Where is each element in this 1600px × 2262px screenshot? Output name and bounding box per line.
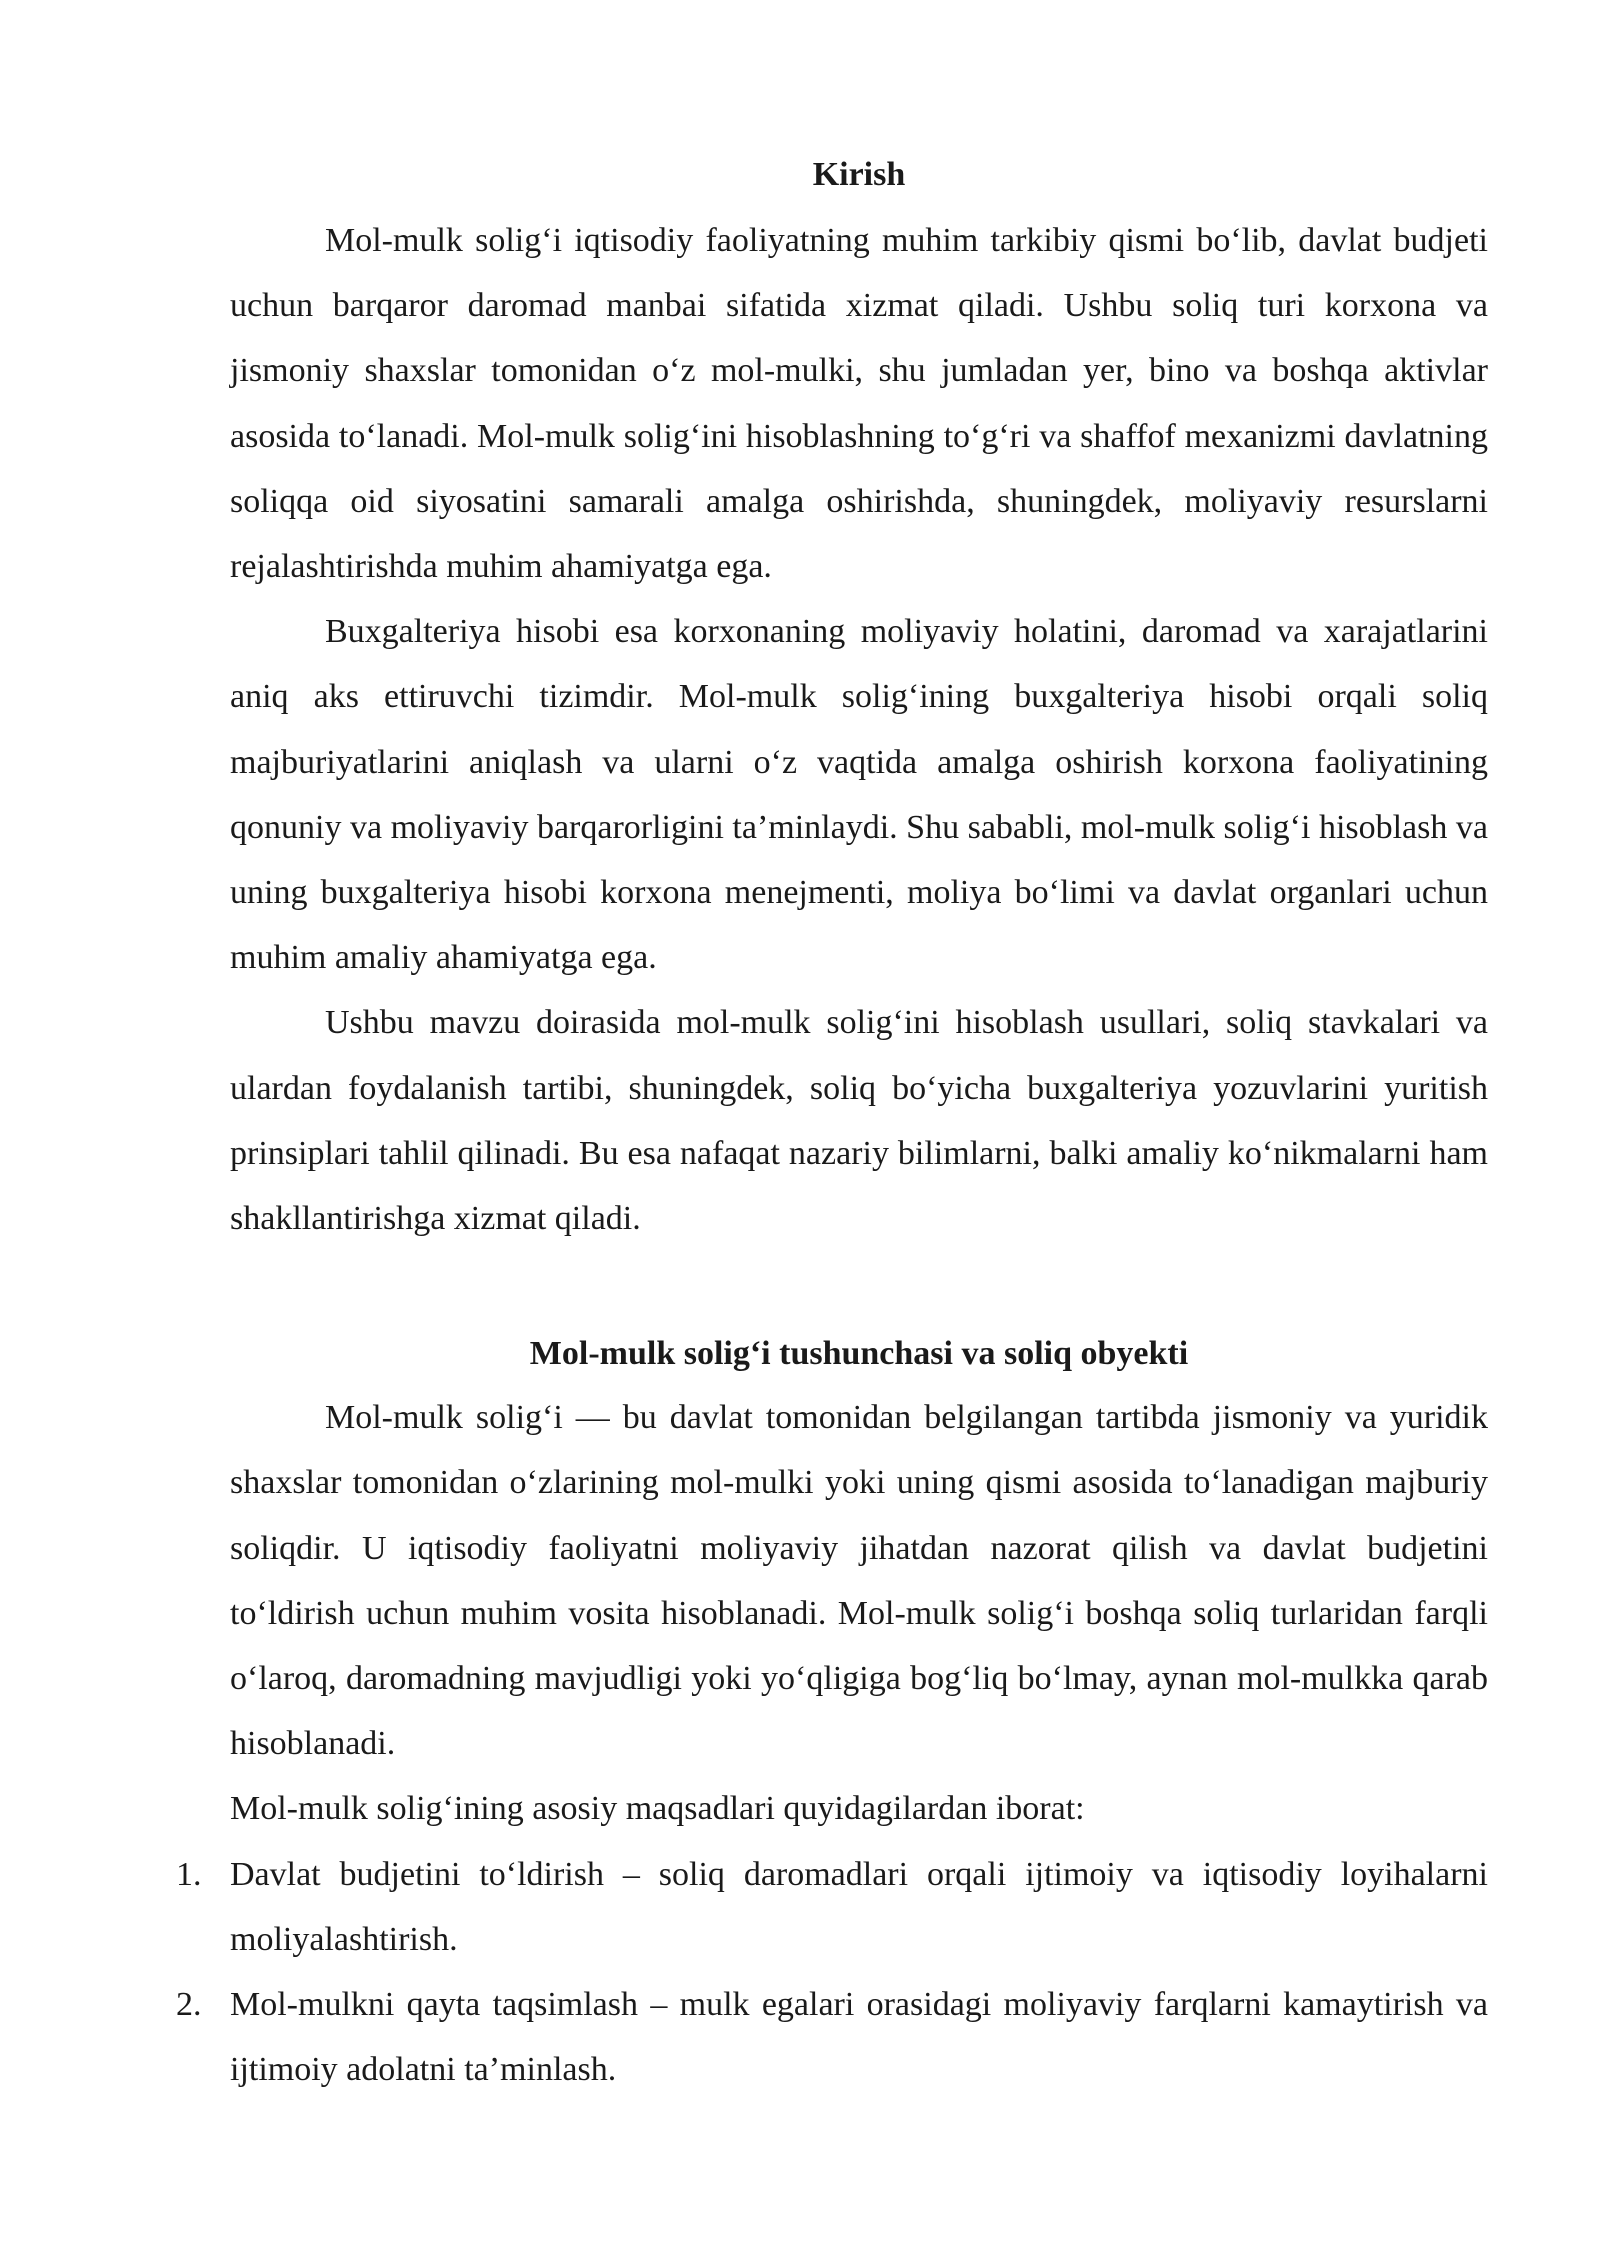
paragraph: Mol-mulk solig‘i iqtisodiy faoliyatning muhim tarkibiy qismi bo‘lib, davlat budjeti uchun barqaror daromad manbai sifatida xizmat qiladi. Ushbu soliq turi korxona va jismoniy shaxslar tomonidan o‘z mol-mulki, shu jumladan yer, bino va boshqa aktivlar asosida to‘lanadi. Mol-mulk solig‘ini hisoblashning to‘g‘ri va shaffof mexanizmi davlatning soliqqa oid siyosatini samarali amalga oshirishda, shuningdek, moliyaviy resurslarni rejalashtirishda muhim ahamiyatga ega. — [230, 222, 1488, 586]
list-item-text: Davlat budjetini to‘ldirish – soliq daromadlari orqali ijtimoiy va iqtisodiy loyihalarni moliyalashtirish. — [230, 1855, 1488, 1958]
list-item-text: Mol-mulkni qayta taqsimlash – mulk egalari orasidagi moliyaviy farqlarni kamaytirish va ijtimoiy adolatni ta’minlash. — [230, 1986, 1488, 2089]
goals-list — [176, 1842, 1488, 2103]
paragraph: Buxgalteriya hisobi esa korxonaning moliyaviy holatini, daromad va xarajatlarini aniq aks ettiruvchi tizimdir. Mol-mulk solig‘ining buxgalteriya hisobi orqali soliq majburiyatlarini aniqlash va ularni o‘z vaqtida amalga oshirish korxona faoliyatining qonuniy va moliyaviy barqarorligini ta’minlaydi. Shu sababli, mol-mulk solig‘i hisoblash va uning buxgalteriya hisobi korxona menejmenti, moliya bo‘limi va davlat organlari uchun muhim amaliy ahamiyatga ega. — [230, 613, 1488, 977]
section-heading-concept: Mol-mulk solig‘i tushunchasi va soliq obyekti — [529, 1335, 1189, 1373]
paragraph: Mol-mulk solig‘i — bu davlat tomonidan belgilangan tartibda jismoniy va yuridik shaxslar tomonidan o‘zlarining mol-mulki yoki uning qismi asosida to‘lanadigan majburiy soliqdir. U iqtisodiy faoliyatni moliyaviy jihatdan nazorat qilish va davlat budjetini to‘ldirish uchun muhim vosita hisoblanadi. Mol-mulk solig‘i boshqa soliq turlaridan farqli o‘laroq, daromadning mavjudligi yoki yo‘qligiga bog‘liq bo‘lmay, aynan mol-mulkka qarab hisoblanadi. — [230, 1399, 1488, 1763]
list-item — [176, 1972, 1488, 2102]
document-page — [176, 148, 1488, 2102]
section-heading-kirish: Kirish — [812, 156, 906, 193]
paragraph: Ushbu mavzu doirasida mol-mulk solig‘ini hisoblash usullari, soliq stavkalari va ulardan foydalanish tartibi, shuningdek, soliq bo‘yicha buxgalteriya yozuvlarini yuritish prinsiplari tahlil qilinadi. Bu esa nafaqat nazariy bilimlarni, balki amaliy ko‘nikmalarni ham shakllantirishga xizmat qiladi. — [230, 1004, 1488, 1238]
list-item — [176, 1842, 1488, 1972]
list-intro: Mol-mulk solig‘ining asosiy maqsadlari quyidagilardan iborat: — [230, 1790, 1085, 1828]
list-number: 2. — [176, 1986, 202, 2024]
list-number: 1. — [176, 1855, 202, 1893]
